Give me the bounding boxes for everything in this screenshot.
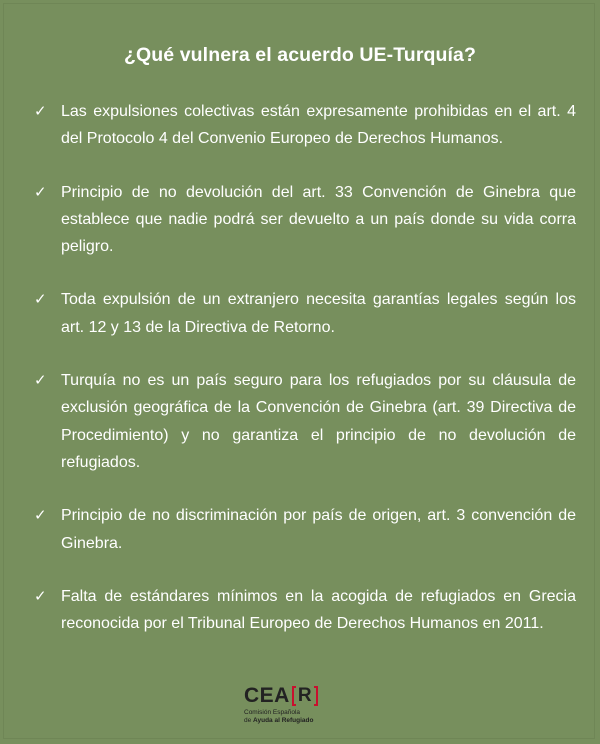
list-item: [34, 367, 576, 476]
checkmark-icon: ✓: [34, 586, 47, 605]
list-item-text: Principio de no devolución del art. 33 Convención de Ginebra que establece que nadie podrá ser devuelto a un país donde su vida corra peligro.: [61, 183, 576, 256]
list-item: [34, 583, 576, 638]
list-item: [34, 286, 576, 341]
list-item: [34, 98, 576, 153]
list-item-text: Falta de estándares mínimos en la acogida de refugiados en Grecia reconocida por el Tribunal Europeo de Derechos Humanos en 2011.: [61, 587, 576, 633]
checkmark-icon: ✓: [34, 182, 47, 201]
page-title: ¿Qué vulnera el acuerdo UE-Turquía?: [123, 44, 477, 66]
logo-subtitle: [244, 709, 313, 724]
logo-bracketed-letter: [292, 685, 318, 707]
logo-wordmark: CEA: [244, 684, 290, 707]
list-item-text: Principio de no discriminación por país de origen, art. 3 convención de Ginebra.: [61, 507, 576, 552]
list-item-text: Turquía no es un país seguro para los refugiados por su cláusula de exclusión geográfica de la Convención de Ginebra (art. 39 Directiva de Procedimiento) y no garantiza el principio de no devolución de refugiados.: [61, 372, 576, 471]
checkmark-icon: ✓: [34, 506, 47, 525]
logo-bracket-left: [292, 686, 296, 706]
checkmark-icon: ✓: [34, 102, 47, 120]
list-item: [34, 502, 576, 557]
checkmark-icon: ✓: [34, 290, 47, 309]
logo-bracket-right: [314, 686, 318, 706]
logo-subtitle-line2: [244, 717, 313, 725]
logo-subtitle-prefix: de: [244, 716, 254, 724]
list-item: [34, 179, 576, 261]
logo-subtitle-line1: Comisión Española: [244, 709, 301, 716]
violations-list: [34, 98, 576, 637]
list-item-text: Toda expulsión de un extranjero necesita garantías legales según los art. 12 y 13 de la Directiva de Retorno.: [61, 291, 576, 336]
cear-logo: [244, 684, 364, 728]
logo-subtitle-bold: Ayuda al Refugiado: [253, 716, 314, 724]
logo-letter: R: [297, 685, 312, 706]
list-item-text: Las expulsiones colectivas están expresamente prohibidas en el art. 4 del Protocolo 4 del Convenio Europeo de Derechos Humanos.: [61, 103, 576, 148]
logo-mark: [244, 684, 318, 708]
checkmark-icon: ✓: [34, 371, 47, 390]
